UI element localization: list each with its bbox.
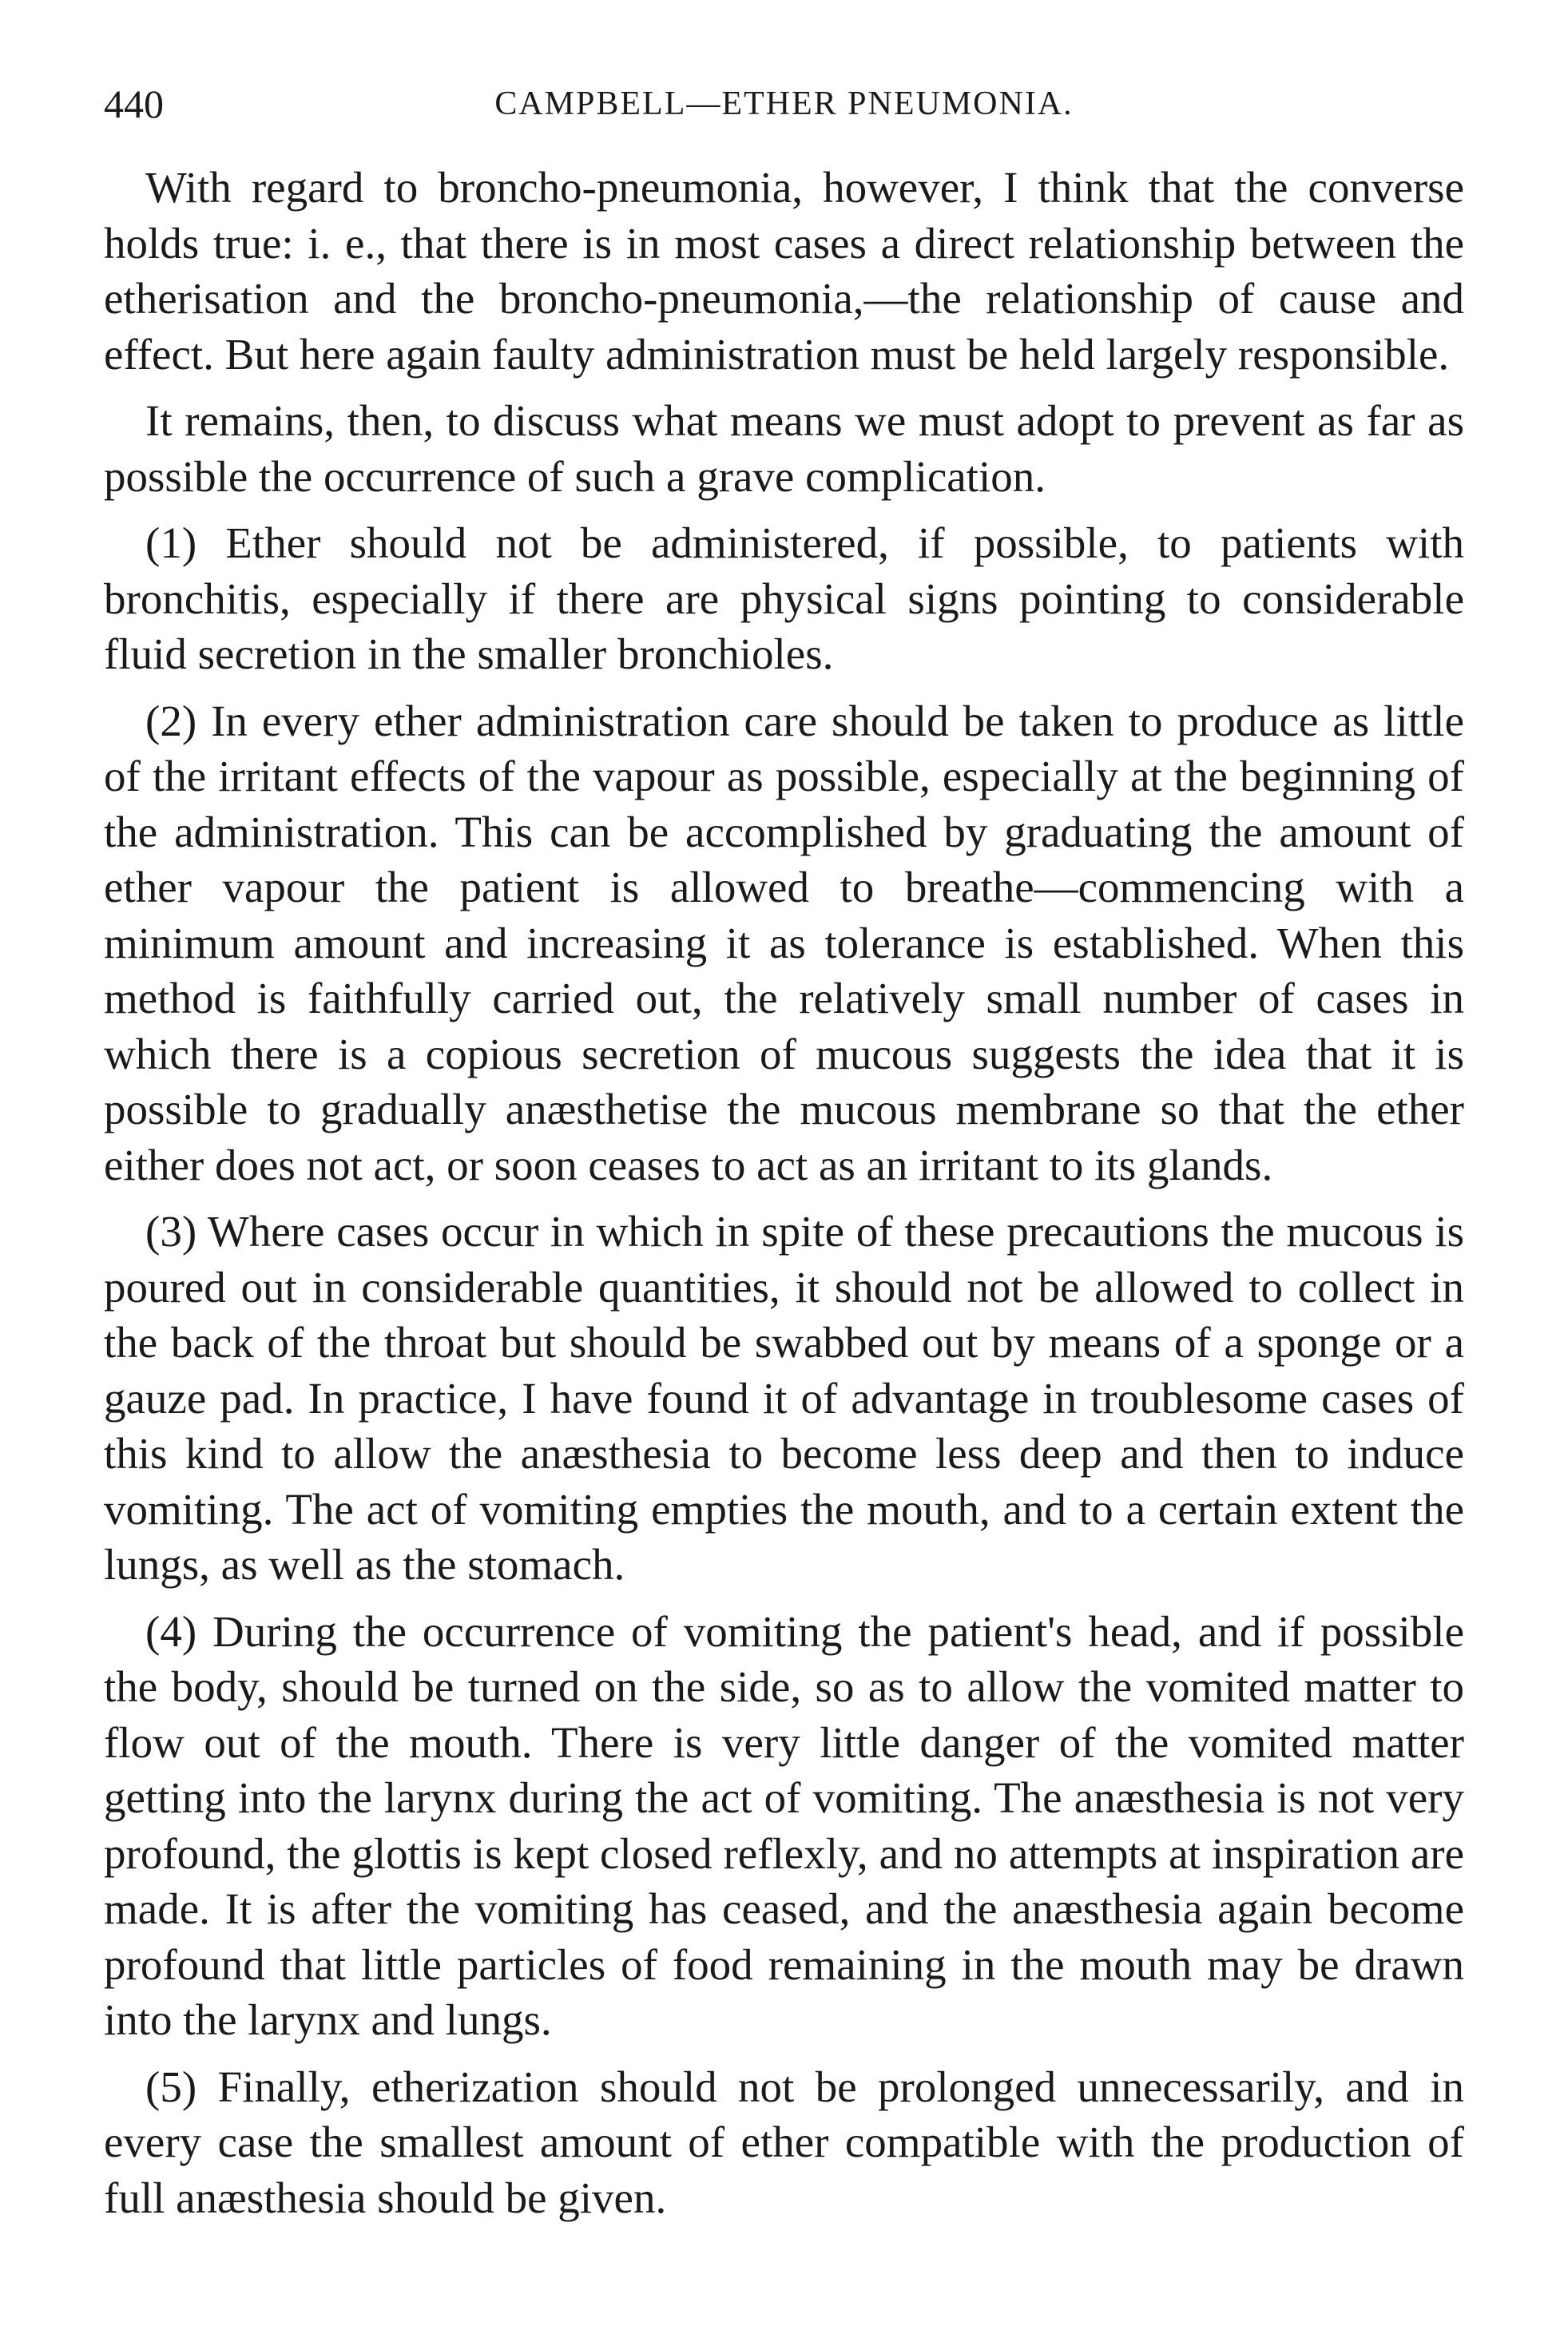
page-number: 440	[104, 81, 164, 126]
paragraph-prevention-intro: It remains, then, to discuss what means we must adopt to prevent as far as possible the occurrence of such a grave complication.	[104, 396, 1464, 501]
paragraph-broncho-pneumonia: With regard to broncho-pneumonia, however, I think that the converse holds true: i. e., that there is in most cases a direct relationship between the etherisation and the broncho-pneumonia,—the relationship of cause and effect. But here again faulty administration must be held largely responsible.	[104, 163, 1464, 379]
paragraph-point-2: (2) In every ether administration care should be taken to produce as little of the irritant effects of the vapour as possible, especially at the beginning of the administration. This can be accomplished by graduating the amount of ether vapour the patient is allowed to breathe—commencing with a minimum amount and increasing it as tolerance is established. When this method is faithfully carried out, the relatively small number of cases in which there is a copious secretion of mucous suggests the idea that it is possible to gradually anæsthetise the mucous membrane so that the ether either does not act, or soon ceases to act as an irritant to its glands.	[104, 696, 1464, 1189]
paragraph-point-5: (5) Finally, etherization should not be prolonged unnecessarily, and in every case the smallest amount of ether compatible with the production of full anæsthesia should be given.	[104, 2062, 1464, 2222]
paragraph-point-1: (1) Ether should not be administered, if possible, to patients with bronchitis, especially if there are physical signs pointing to considerable fluid secretion in the smaller bronchioles.	[104, 518, 1464, 678]
paragraph-point-3: (3) Where cases occur in which in spite of these precautions the mucous is poured out in considerable quantities, it should not be allowed to collect in the back of the throat but should be swabbed out by means of a sponge or a gauze pad. In practice, I have found it of advantage in troublesome cases of this kind to allow the anæsthesia to become less deep and then to induce vomiting. The act of vomiting empties the mouth, and to a certain extent the lungs, as well as the stomach.	[104, 1207, 1464, 1589]
running-title: CAMPBELL—ETHER PNEUMONIA.	[494, 85, 1074, 122]
body-text	[104, 160, 1464, 2225]
running-head	[104, 80, 1464, 128]
paragraph-point-4: (4) During the occurrence of vomiting the patient's head, and if possible the body, should be turned on the side, so as to allow the vomited matter to flow out of the mouth. There is very little danger of the vomited matter getting into the larynx during the act of vomiting. The anæsthesia is not very profound, the glottis is kept closed reflexly, and no attempts at inspiration are made. It is after the vomiting has ceased, and the anæsthesia again become profound that little particles of food remaining in the mouth may be drawn into the larynx and lungs.	[104, 1606, 1464, 2044]
